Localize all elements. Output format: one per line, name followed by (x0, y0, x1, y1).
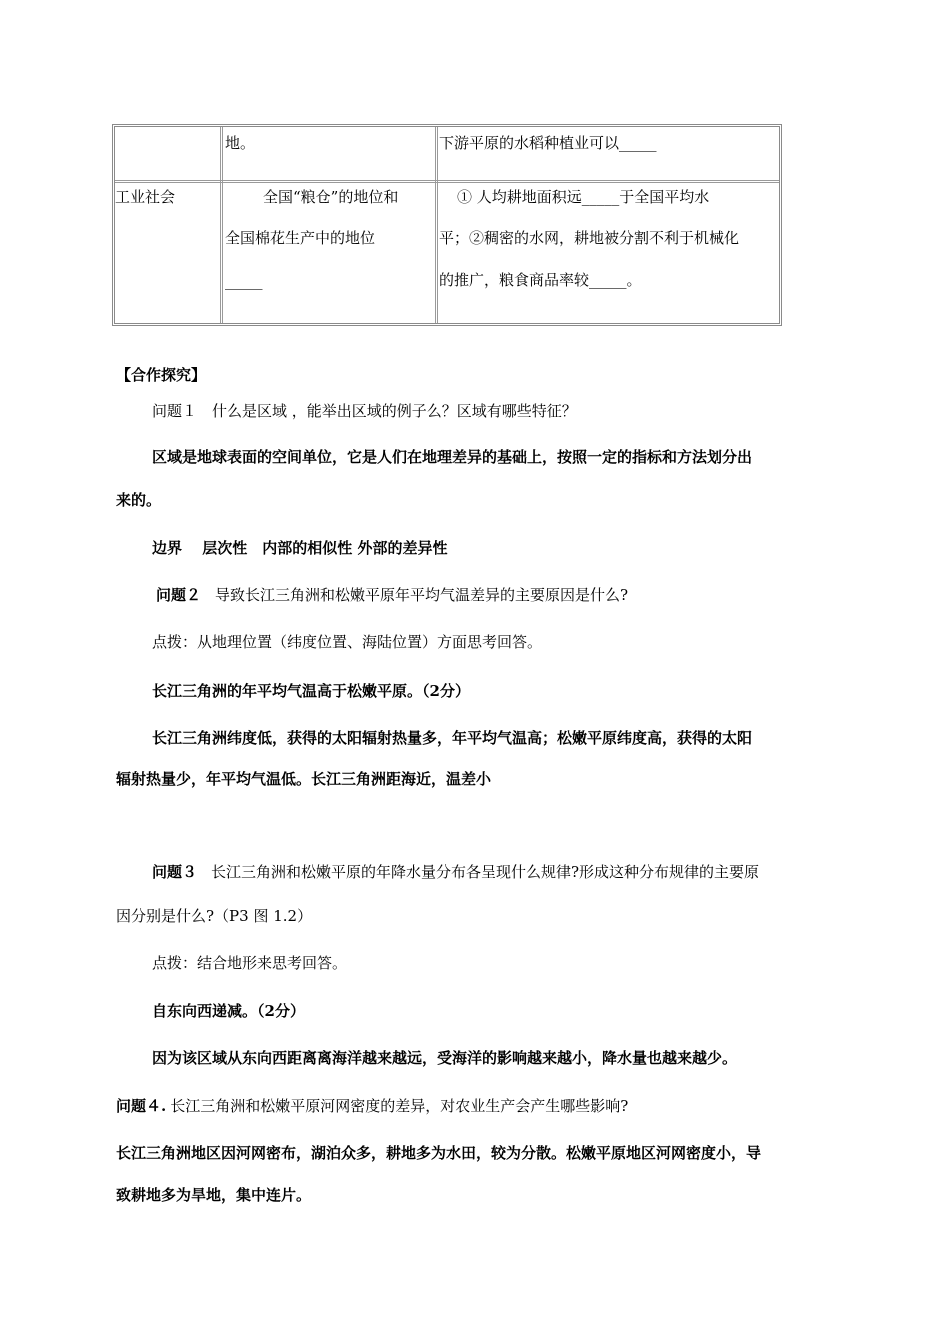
answer-4-line: 长江三角洲地区因河网密布，湖泊众多，耕地多为水田，较为分散。松嫩平原地区河网密度小，导 (116, 1144, 762, 1162)
table-cell: 下游平原的水稻种植业可以_____ (439, 134, 657, 152)
question-2-label: 问题２ (156, 586, 202, 604)
answer-1-line: 来的。 (116, 491, 162, 509)
question-2-text: 导致长江三角洲和松嫩平原年平均气温差异的主要原因是什么? (215, 586, 629, 604)
question-2 (156, 584, 628, 605)
answer-3-detail: 因为该区域从东向西距离离海洋越来越远，受海洋的影响越来越小，降水量也越来越少。 (152, 1049, 738, 1067)
table-cell: 全国棉花生产中的地位 (225, 229, 376, 247)
table-cell: 的推广，粮食商品率较_____。 (439, 271, 642, 289)
table-cell: ① 人均耕地面积远_____于全国平均水 (457, 188, 710, 206)
table-divider (220, 127, 223, 323)
question-3 (152, 861, 759, 882)
question-3-text: 长江三角洲和松嫩平原的年降水量分布各呈现什么规律?形成这种分布规律的主要原 (211, 863, 760, 881)
table-cell: 全国“粮仓”的地位和 (263, 188, 399, 206)
answer-2-detail-line: 辐射热量少，年平均气温低。长江三角洲距海近，温差小 (116, 770, 492, 788)
table-cell: _____ (225, 272, 263, 290)
question-3-line: 因分别是什么?（P3 图 1.2） (116, 907, 313, 925)
hint-2: 点拨：从地理位置（纬度位置、海陆位置）方面思考回答。 (152, 633, 543, 651)
question-4 (116, 1095, 628, 1116)
table-cell: 地。 (225, 134, 256, 152)
comparison-table (112, 124, 782, 326)
answer-2: 长江三角洲的年平均气温高于松嫩平原。（2分） (152, 682, 470, 700)
table-divider (435, 127, 438, 323)
question-4-label: 问题４. (116, 1097, 167, 1115)
question-4-text: 长江三角洲和松嫩平原河网密度的差异，对农业生产会产生哪些影响? (170, 1097, 629, 1115)
answer-3: 自东向西递减。（2分） (152, 1002, 305, 1020)
question-1: 问题１ 什么是区域 ，能举出区域的例子么？区域有哪些特征？ (152, 402, 577, 420)
answer-4-line: 致耕地多为旱地，集中连片。 (116, 1186, 312, 1204)
answer-2-detail-line: 长江三角洲纬度低，获得的太阳辐射热量多，年平均气温高；松嫩平原纬度高，获得的太阳 (152, 729, 753, 747)
region-features: 边界 层次性 内部的相似性 外部的差异性 (152, 539, 448, 557)
answer-1-line: 区域是地球表面的空间单位，它是人们在地理差异的基础上，按照一定的指标和方法划分出 (152, 448, 753, 466)
table-cell: 平；②稠密的水网，耕地被分割不利于机械化 (439, 229, 740, 247)
table-row-label: 工业社会 (115, 188, 176, 206)
question-3-label: 问题３ (152, 863, 198, 881)
hint-3: 点拨：结合地形来思考回答。 (152, 954, 348, 972)
section-heading: 【合作探究】 (116, 366, 207, 384)
